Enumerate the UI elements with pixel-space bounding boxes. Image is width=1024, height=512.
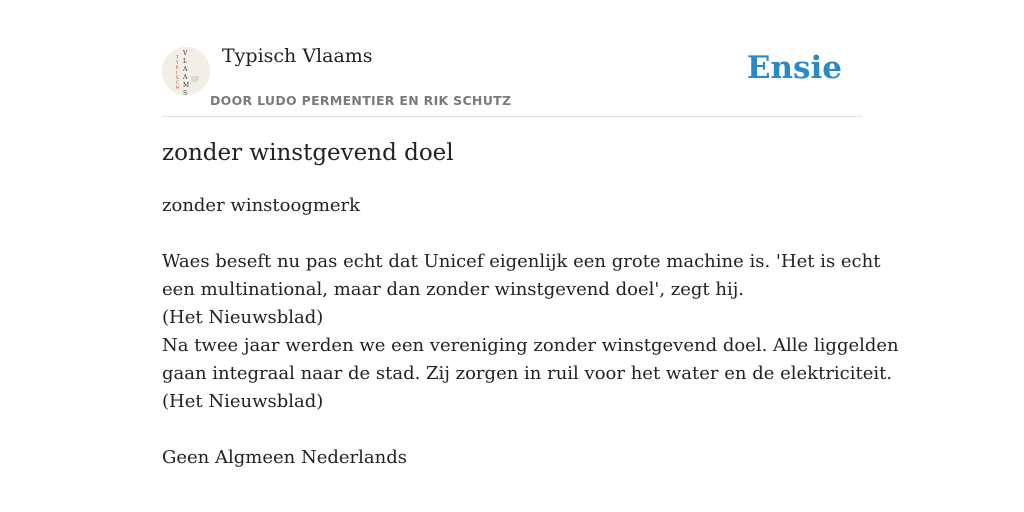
- cover-letter: S: [183, 90, 188, 95]
- book-authors: DOOR LUDO PERMENTIER EN RIK SCHUTZ: [210, 93, 512, 108]
- ensie-logo-link[interactable]: Ensie: [746, 50, 842, 86]
- cover-side-letter: S: [176, 75, 179, 80]
- cover-letter: V: [183, 50, 188, 57]
- entry-note: Geen Algmeen Nederlands: [162, 447, 407, 468]
- book-cover-image: [162, 47, 210, 95]
- spacer: [162, 220, 862, 248]
- cover-side-letter: T: [176, 55, 179, 60]
- cover-side-letter: C: [176, 80, 179, 85]
- entry-synonym: zonder winstoogmerk: [162, 195, 361, 216]
- cover-side-letter: I: [176, 70, 178, 75]
- example-source: (Het Nieuwsblad): [162, 307, 324, 328]
- entry-term: zonder winstgevend doel: [162, 140, 454, 166]
- example-line: gaan integraal naar de stad. Zij zorgen in ruil voor het water en de elektriciteit.: [162, 363, 893, 384]
- cover-side-letter: H: [176, 85, 180, 90]
- entry-definition: [162, 192, 899, 472]
- cover-letter: A: [183, 74, 188, 81]
- cover-side-letter: Y: [176, 60, 179, 65]
- book-cover-avatar[interactable]: [162, 47, 210, 95]
- spacer: [162, 416, 862, 444]
- cover-letter: L: [183, 58, 187, 65]
- header: [162, 0, 862, 117]
- cover-letter: M: [183, 82, 190, 89]
- example-line: Na twee jaar werden we een vereniging zonder winstgevend doel. Alle liggelden: [162, 335, 899, 356]
- example-source: (Het Nieuwsblad): [162, 391, 324, 412]
- cover-side-letter: P: [176, 65, 179, 70]
- example-line: Waes beseft nu pas echt dat Unicef eigenlijk een grote machine is. 'Het is echt: [162, 251, 881, 272]
- book-title[interactable]: Typisch Vlaams: [222, 45, 373, 67]
- example-line: een multinational, maar dan zonder winstgevend doel', zegt hij.: [162, 279, 745, 300]
- page-container: [162, 0, 899, 468]
- cover-letter: A: [183, 66, 188, 73]
